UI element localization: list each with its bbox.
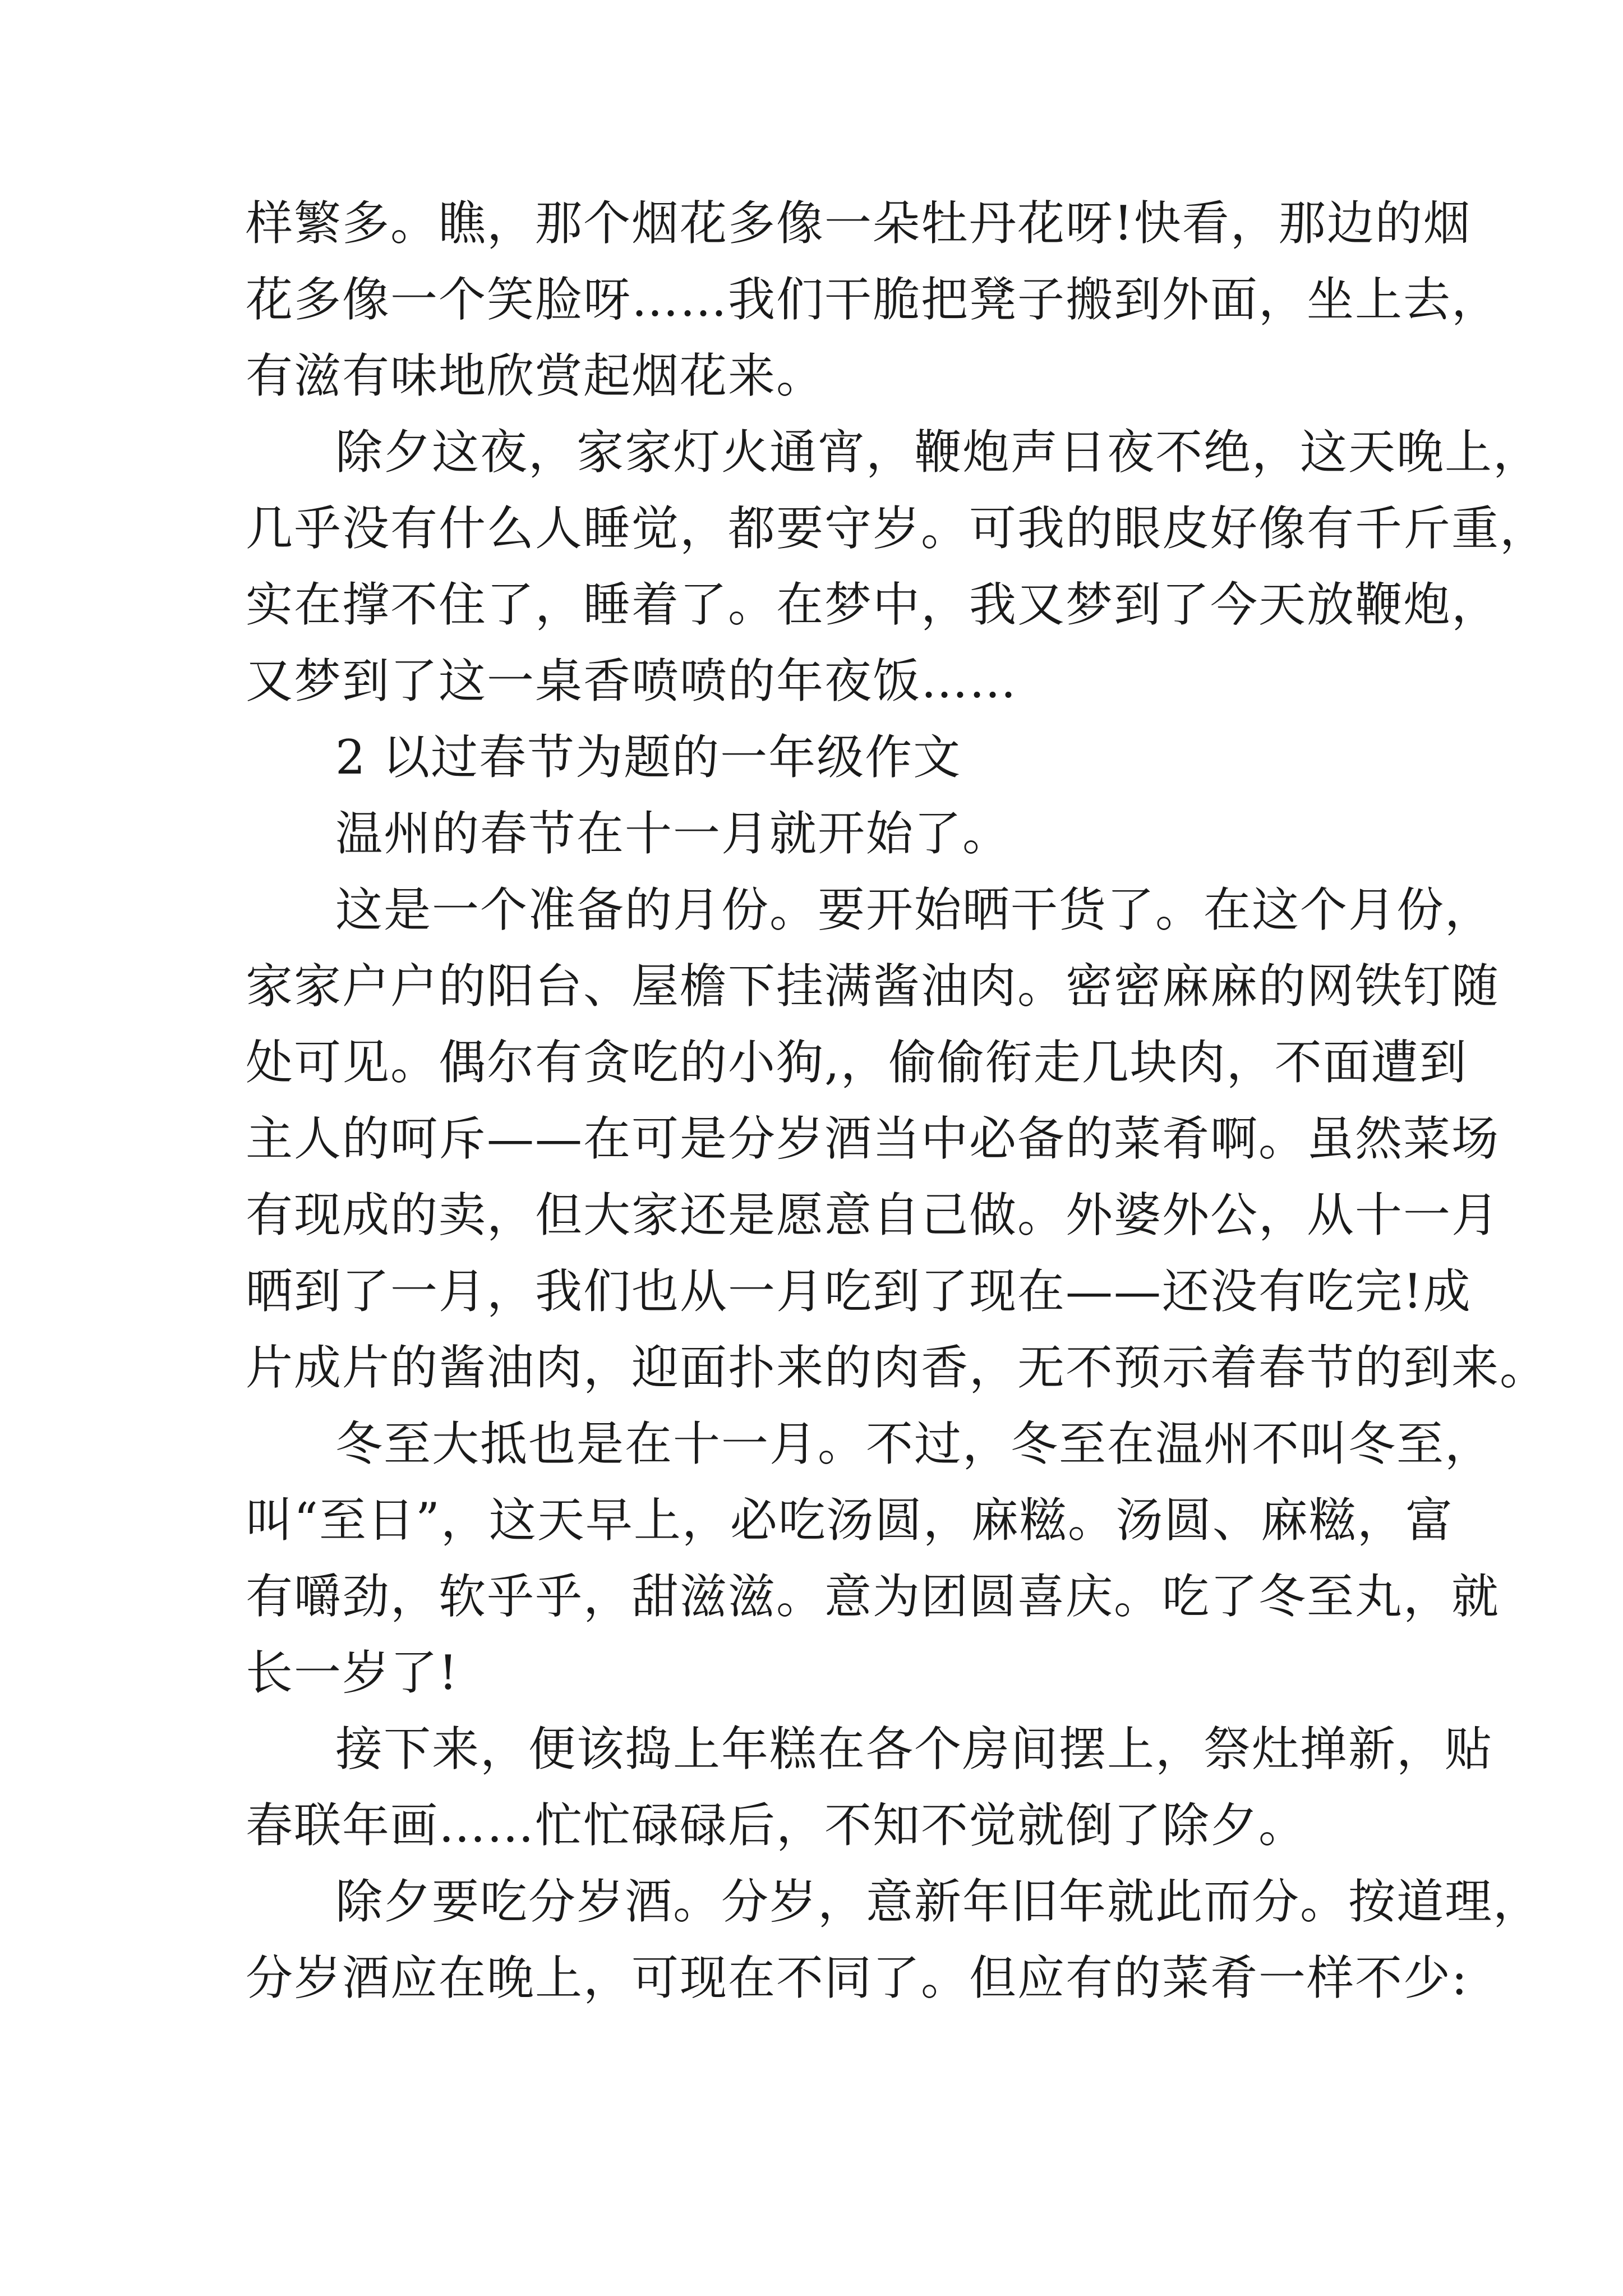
text-line: 叫“至日”，这天早上，必吃汤圆，麻糍。汤圆、麻糍，富 [246,1493,1454,1548]
paragraph-first-line: 除夕要吃分岁酒。分岁，意新年旧年就此而分。按道理， [335,1874,1542,1929]
text-line: 有滋有味地欣赏起烟花来。 [246,348,825,403]
paragraph-first-line: 除夕这夜，家家灯火通宵，鞭炮声日夜不绝，这天晚上， [335,425,1542,480]
text-line: 长一岁了! [246,1645,459,1700]
paragraph-first-line: 温州的春节在十一月就开始了。 [335,806,1011,861]
text-line: 又梦到了这一桌香喷喷的年夜饭…… [246,654,1018,708]
text-line: 花多像一个笑脸呀……我们干脆把凳子搬到外面，坐上去， [246,272,1500,327]
text-line: 片成片的酱油肉，迎面扑来的肉香，无不预示着春节的到来。 [246,1340,1548,1395]
text-line: 家家户户的阳台、屋檐下挂满酱油肉。密密麻麻的网铁钉随 [246,959,1500,1014]
document-body [246,185,1548,2016]
paragraph-first-line: 这是一个准备的月份。要开始晒干货了。在这个月份， [335,882,1493,937]
text-line: 实在撑不住了，睡着了。在梦中，我又梦到了今天放鞭炮， [246,577,1500,632]
text-line: 晒到了一月，我们也从一月吃到了现在——还没有吃完!成 [246,1264,1472,1319]
text-line: 有嚼劲，软乎乎，甜滋滋。意为团圆喜庆。吃了冬至丸，就 [246,1569,1500,1624]
text-line: 有现成的卖，但大家还是愿意自己做。外婆外公，从十一月 [246,1188,1500,1243]
text-line: 处可见。偶尔有贪吃的小狗,，偷偷衔走几块肉，不面遭到 [246,1035,1468,1090]
section-heading: 2 以过春节为题的一年级作文 [335,730,962,785]
text-line: 样繁多。瞧，那个烟花多像一朵牡丹花呀!快看，那边的烟 [246,196,1472,251]
text-line: 分岁酒应在晚上，可现在不同了。但应有的菜肴一样不少: [246,1950,1469,2005]
paragraph-first-line: 接下来，便该捣上年糕在各个房间摆上，祭灶掸新，贴 [335,1722,1493,1777]
paragraph-first-line: 冬至大抵也是在十一月。不过，冬至在温州不叫冬至， [335,1416,1493,1471]
text-line: 春联年画……忙忙碌碌后，不知不觉就倒了除夕。 [246,1798,1307,1853]
text-line: 主人的呵斥——在可是分岁酒当中必备的菜肴啊。虽然菜场 [246,1111,1500,1166]
text-line: 几乎没有什么人睡觉，都要守岁。可我的眼皮好像有千斤重， [246,501,1548,556]
